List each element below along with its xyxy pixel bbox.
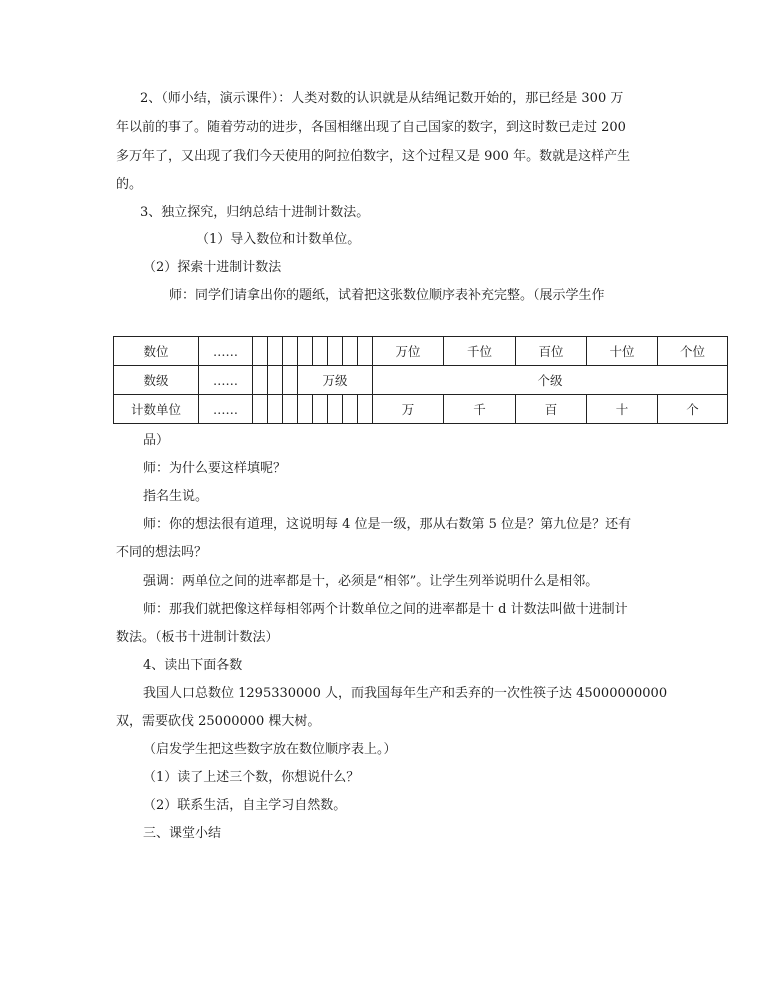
- row-header: 数级: [114, 366, 199, 395]
- paragraph-line: 师：同学们请拿出你的题纸，试着把这张数位顺序表补充完整。（展示学生作: [169, 288, 605, 303]
- paragraph-line: 数法。（板书十进制计数法）: [116, 630, 279, 645]
- paragraph-line: 师：为什么要这样填呢？: [143, 461, 287, 476]
- table-cell: 个: [658, 395, 728, 424]
- table-row: [114, 395, 728, 424]
- ellipsis-cell: ……: [199, 366, 253, 395]
- table-cell: 万级: [298, 366, 373, 395]
- table-cell: 百位: [516, 337, 587, 366]
- empty-cell: [268, 337, 283, 366]
- paragraph-line: 师：那我们就把像这样每相邻两个计数单位之间的进率都是十 d 计数法叫做十进制计: [143, 602, 628, 617]
- paragraph-line: （2）探索十进制计数法: [143, 260, 282, 275]
- paragraph-line: 师：你的想法很有道理，这说明每 4 位是一级，那从右数第 5 位是？第九位是？还有: [143, 517, 632, 532]
- paragraph-line: （启发学生把这些数字放在数位顺序表上。）: [143, 742, 397, 757]
- paragraph-line: 年以前的事了。随着劳动的进步，各国相继出现了自己国家的数字，到这时数已走过 200: [116, 120, 626, 135]
- table-cell: 千位: [444, 337, 516, 366]
- empty-cell: [343, 337, 358, 366]
- empty-cell: [298, 395, 313, 424]
- empty-cell: [283, 395, 298, 424]
- paragraph-line: 多万年了，又出现了我们今天使用的阿拉伯数字，这个过程又是 900 年。数就是这样产生: [116, 149, 631, 164]
- paragraph-line: 双，需要砍伐 25000000 棵大树。: [116, 714, 321, 729]
- paragraph-line: 指名生说。: [143, 489, 209, 504]
- empty-cell: [298, 337, 313, 366]
- empty-cell: [328, 395, 343, 424]
- paragraph-line: 我国人口总数位 1295330000 人，而我国每年生产和丢弃的一次性筷子达 45000000000: [143, 686, 668, 701]
- row-header: 计数单位: [114, 395, 199, 424]
- empty-cell: [313, 395, 328, 424]
- paragraph-line: 强调：两单位之间的进率都是十，必须是“相邻”。让学生列举说明什么是相邻。: [143, 574, 599, 589]
- paragraph-line: （1）导入数位和计数单位。: [196, 232, 361, 247]
- section-heading: 3、独立探究，归纳总结十进制计数法。: [140, 205, 370, 220]
- empty-cell: [358, 395, 373, 424]
- section-heading: 4、读出下面各数: [143, 658, 243, 673]
- ellipsis-cell: ……: [199, 395, 253, 424]
- paragraph-line: 不同的想法吗？: [116, 545, 208, 560]
- paragraph-line: （1）读了上述三个数，你想说什么？: [143, 770, 360, 785]
- section-heading: 三、课堂小结: [143, 826, 222, 841]
- table-cell: 百: [516, 395, 587, 424]
- table-row: [114, 366, 728, 395]
- empty-cell: [253, 395, 268, 424]
- table-cell: 千: [444, 395, 516, 424]
- empty-cell: [328, 337, 343, 366]
- paragraph-line: 的。: [116, 177, 143, 192]
- place-value-table: [113, 336, 728, 424]
- empty-cell: [253, 337, 268, 366]
- empty-cell: [283, 366, 298, 395]
- table-cell: 个级: [373, 366, 728, 395]
- empty-cell: [268, 366, 283, 395]
- table-row: [114, 337, 728, 366]
- table-cell: 十: [587, 395, 658, 424]
- table-cell: 十位: [587, 337, 658, 366]
- empty-cell: [283, 337, 298, 366]
- row-header: 数位: [114, 337, 199, 366]
- empty-cell: [253, 366, 268, 395]
- table-cell: 万: [373, 395, 444, 424]
- empty-cell: [268, 395, 283, 424]
- empty-cell: [343, 395, 358, 424]
- paragraph-line: 品）: [143, 433, 170, 448]
- paragraph-line: （2）联系生活，自主学习自然数。: [143, 798, 347, 813]
- paragraph-line: 2、（师小结，演示课件）：人类对数的认识就是从结绳记数开始的，那已经是 300 万: [140, 91, 624, 106]
- empty-cell: [358, 337, 373, 366]
- ellipsis-cell: ……: [199, 337, 253, 366]
- table-cell: 个位: [658, 337, 728, 366]
- table-cell: 万位: [373, 337, 444, 366]
- empty-cell: [313, 337, 328, 366]
